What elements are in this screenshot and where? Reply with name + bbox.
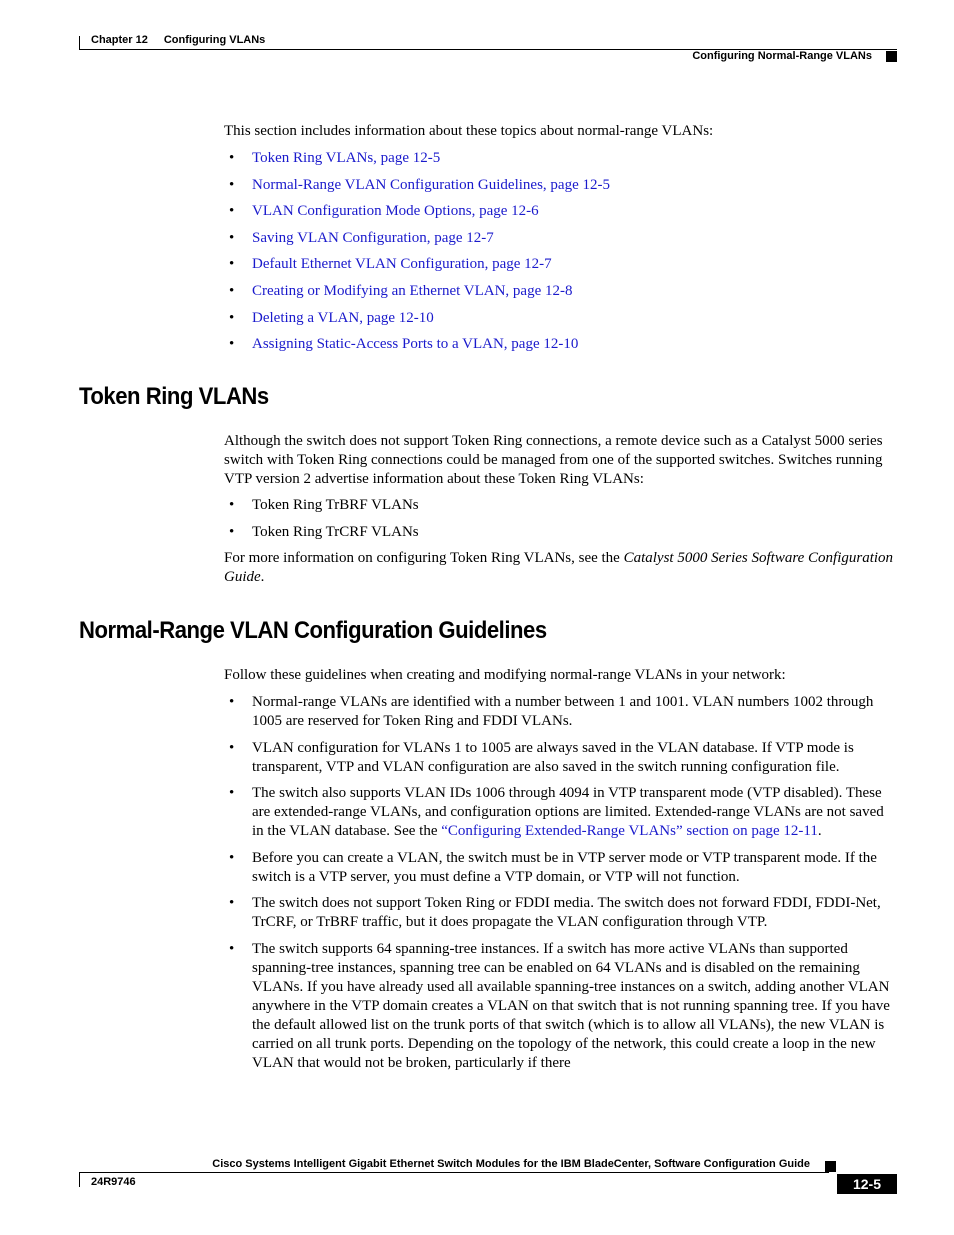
header-rule-vertical: [79, 36, 80, 50]
footer-doc-id: 24R9746: [91, 1176, 136, 1188]
document-reference: Catalyst 5000 Series Software Configuration Guide: [224, 550, 894, 585]
chapter-number: Chapter 12: [91, 34, 148, 46]
topic-link[interactable]: Creating or Modifying an Ethernet VLAN, page 12-8: [252, 282, 573, 299]
list-item: • VLAN configuration for VLANs 1 to 1005 are always saved in the VLAN database. If VTP mode is transparent, VTP and VLAN configuration are also saved in the switch running configuration file.: [229, 739, 854, 775]
guidelines-list: [224, 693, 896, 1073]
chapter-title: Configuring VLANs: [163, 34, 266, 46]
topic-list: [224, 149, 896, 354]
topic-link[interactable]: Token Ring VLANs, page 12-5: [252, 150, 441, 166]
footer-rule-vertical: [79, 1172, 80, 1187]
list-item: • Deleting a VLAN, page 12-10: [229, 309, 434, 326]
list-item: • Saving VLAN Configuration, page 12-7: [229, 229, 494, 246]
running-header-section: Configuring Normal-Range VLANs: [692, 50, 872, 62]
list-item: • The switch does not support Token Ring or FDDI media. The switch does not forward FDDI, FDDI-Net, TrCRF, or TrBRF traffic, but it does propagate the VLAN configuration through VTP.: [229, 895, 881, 930]
topic-link[interactable]: VLAN Configuration Mode Options, page 12-6: [252, 203, 539, 220]
header-marker: [886, 51, 897, 62]
intro-paragraph: This section includes information about these topics about normal-range VLANs:: [224, 123, 714, 139]
running-header-chapter: [91, 34, 265, 46]
topic-link[interactable]: Assigning Static-Access Ports to a VLAN, page 12-10: [252, 336, 579, 353]
list-item: • Assigning Static-Access Ports to a VLAN, page 12-10: [229, 336, 579, 353]
token-ring-more-info: For more information on configuring Token Ring VLANs, see the Catalyst 5000 Series Software Configuration Guide.: [224, 550, 894, 585]
footer-rule: [79, 1172, 829, 1173]
list-item: • Default Ethernet VLAN Configuration, page 12-7: [229, 256, 552, 273]
section-heading-guidelines: Normal-Range VLAN Configuration Guidelines: [79, 617, 547, 644]
footer-marker: [825, 1161, 836, 1172]
list-item: • VLAN Configuration Mode Options, page 12-6: [229, 203, 539, 220]
topic-link[interactable]: Normal-Range VLAN Configuration Guidelines, page 12-5: [252, 176, 610, 193]
token-ring-paragraph: Although the switch does not support Token Ring connections, a remote device such as a Catalyst 5000 series switch with Token Ring connections could be managed from one of the supported switches. Switches running VTP version 2 advertise information about these Token Ring VLANs:: [224, 433, 883, 487]
list-item: • Normal-range VLANs are identified with a number between 1 and 1001. VLAN numbers 1002 through 1005 are reserved for Token Ring and FDDI VLANs.: [229, 694, 874, 729]
list-item: • Normal-Range VLAN Configuration Guidelines, page 12-5: [229, 176, 610, 193]
page-number: 12-5: [837, 1174, 897, 1194]
section-heading-token-ring: Token Ring VLANs: [79, 383, 269, 410]
list-item: • Token Ring TrCRF VLANs: [229, 524, 419, 540]
list-item: • Token Ring VLANs, page 12-5: [229, 150, 441, 166]
token-ring-list: [224, 496, 896, 542]
list-item: • The switch supports 64 spanning-tree instances. If a switch has more active VLANs than supported spanning-tree instances, spanning tree can be enabled on 64 VLANs and is disabled on the remaining VLANs. If you have already used all available spanning-tree instances on a switch, adding another VLAN anywhere in the VTP domain creates a VLAN on that switch that is not running spanning tree. If you have the default allowed list on the trunk ports of that switch (which is to allow all VLANs), the new VLAN is carried on all trunk ports. Depending on the topology of the network, this could create a loop in the new VLAN that would not be broken, particularly if there: [229, 940, 890, 1071]
topic-link[interactable]: Default Ethernet VLAN Configuration, page 12-7: [252, 256, 552, 273]
list-item: • Token Ring TrBRF VLANs: [229, 497, 419, 513]
list-item: • Creating or Modifying an Ethernet VLAN, page 12-8: [229, 282, 573, 299]
list-item: • Before you can create a VLAN, the switch must be in VTP server mode or VTP transparent mode. If the switch is a VTP server, you must define a VTP domain, or VTP will not function.: [229, 849, 877, 885]
topic-link[interactable]: Deleting a VLAN, page 12-10: [252, 309, 434, 326]
list-item: • The switch also supports VLAN IDs 1006 through 4094 in VTP transparent mode (VTP disabled). These are extended-range VLANs, and configuration options are limited. Extended-range VLANs are not saved in the VLAN database. See the “Configuring Extended-Range VLANs” section on page 12-11.: [229, 785, 884, 839]
guidelines-intro: Follow these guidelines when creating and modifying normal-range VLANs in your network:: [224, 667, 786, 683]
topic-link[interactable]: Saving VLAN Configuration, page 12-7: [252, 229, 494, 246]
cross-reference-link[interactable]: “Configuring Extended-Range VLANs” section on page 12-11: [441, 823, 818, 839]
footer-document-title: Cisco Systems Intelligent Gigabit Ethernet Switch Modules for the IBM BladeCenter, Software Configuration Guide: [212, 1158, 810, 1170]
